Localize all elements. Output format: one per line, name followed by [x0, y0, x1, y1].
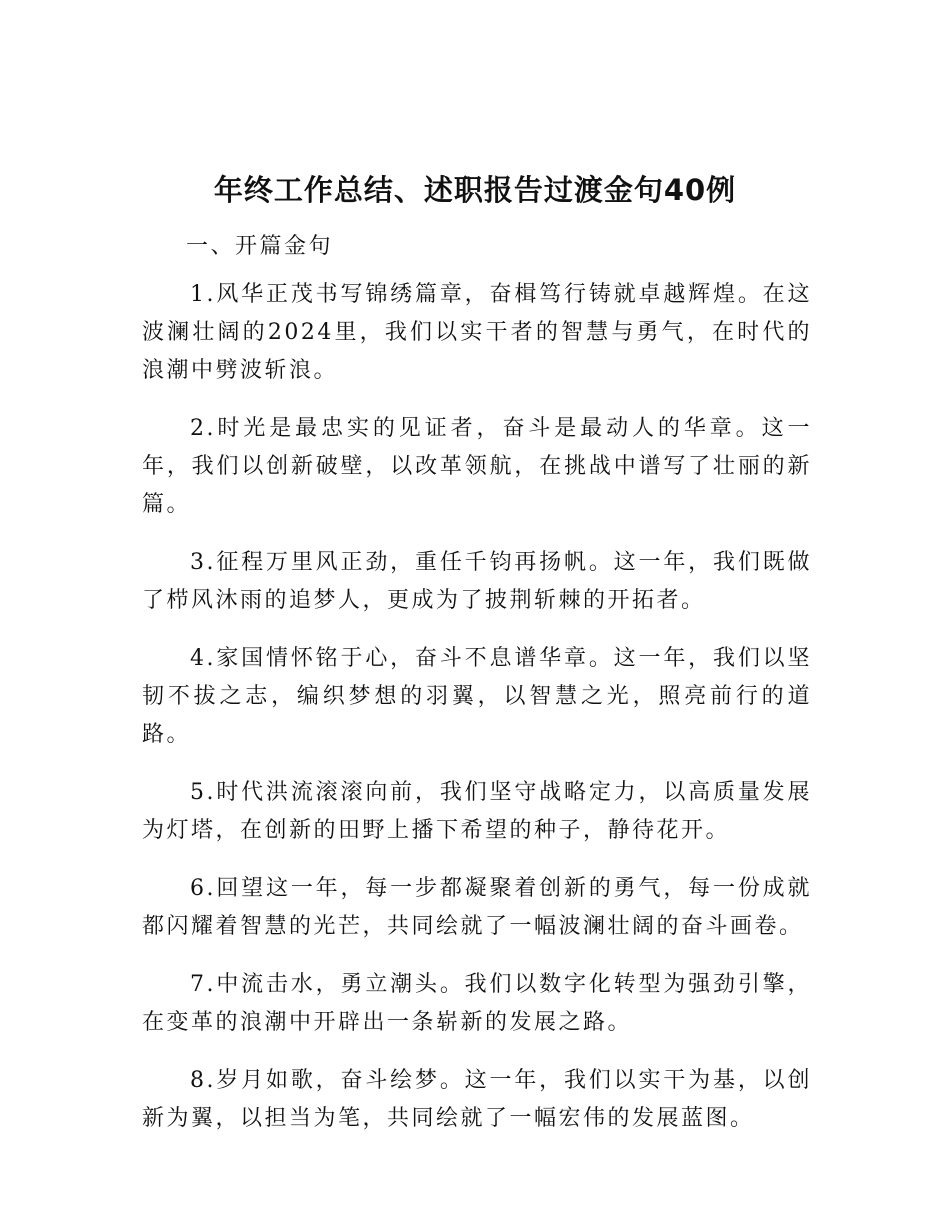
quote-item-8: 8.岁月如歌，奋斗绘梦。这一年，我们以实干为基，以创新为翼，以担当为笔，共同绘就了一幅宏伟的发展蓝图。 — [142, 1068, 812, 1131]
quote-item-3: 3.征程万里风正劲，重任千钧再扬帆。这一年，我们既做了栉风沐雨的追梦人，更成为了披荆斩棘的开拓者。 — [142, 550, 812, 613]
quote-item-2: 2.时光是最忠实的见证者，奋斗是最动人的华章。这一年，我们以创新破壁，以改革领航，在挑战中谱写了壮丽的新篇。 — [142, 416, 812, 517]
quote-item-7: 7.中流击水，勇立潮头。我们以数字化转型为强劲引擎，在变革的浪潮中开辟出一条崭新的发展之路。 — [142, 972, 812, 1035]
section-heading: 一、开篇金句 — [186, 234, 334, 259]
quote-item-1: 1.风华正茂书写锦绣篇章，奋楫笃行铸就卓越辉煌。在这波澜壮阔的2024里，我们以实干者的智慧与勇气，在时代的浪潮中劈波斩浪。 — [142, 282, 812, 383]
quote-item-6: 6.回望这一年，每一步都凝聚着创新的勇气，每一份成就都闪耀着智慧的光芒，共同绘就了一幅波澜壮阔的奋斗画卷。 — [142, 876, 812, 939]
document-body — [142, 228, 812, 1158]
quote-item-4: 4.家国情怀铭于心，奋斗不息谱华章。这一年，我们以坚韧不拔之志，编织梦想的羽翼，以智慧之光，照亮前行的道路。 — [142, 646, 812, 747]
quote-item-5: 5.时代洪流滚滚向前，我们坚守战略定力，以高质量发展为灯塔，在创新的田野上播下希望的种子，静待花开。 — [142, 780, 812, 843]
document-title: 年终工作总结、述职报告过渡金句40例 — [213, 173, 737, 207]
